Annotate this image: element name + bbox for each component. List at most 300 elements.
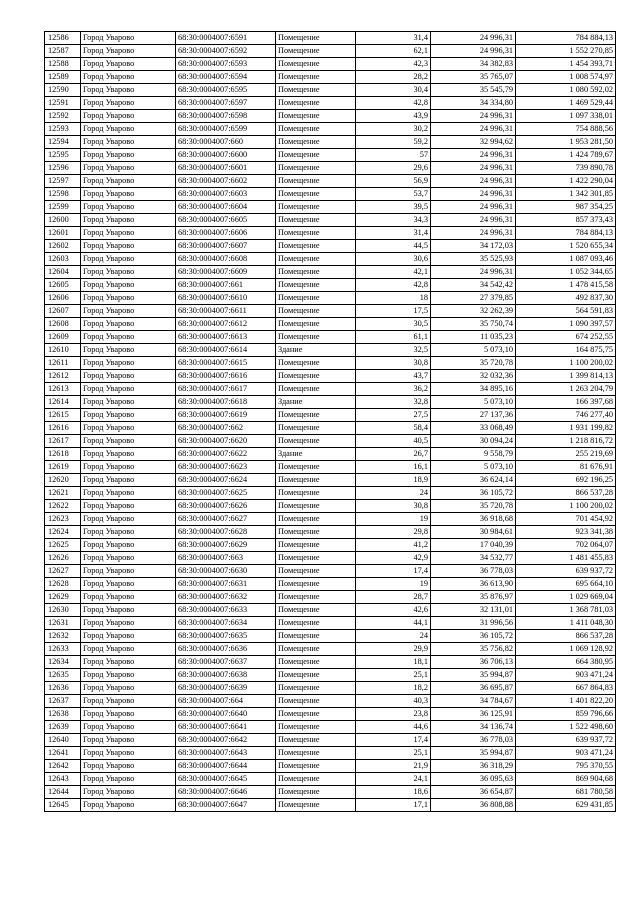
municipality-cell: Город Уварово — [81, 591, 176, 604]
unit-value-cell: 24 996,31 — [431, 162, 516, 175]
row-number-cell: 12613 — [45, 383, 81, 396]
area-cell: 57 — [356, 149, 431, 162]
row-number-cell: 12606 — [45, 292, 81, 305]
area-cell: 17,1 — [356, 799, 431, 812]
row-number-cell: 12639 — [45, 721, 81, 734]
row-number-cell: 12618 — [45, 448, 81, 461]
cadastral-value-cell: 866 537,28 — [516, 630, 616, 643]
object-type-cell: Помещение — [276, 656, 356, 669]
cadastral-value-cell: 255 219,69 — [516, 448, 616, 461]
row-number-cell: 12610 — [45, 344, 81, 357]
cadastral-value-cell: 702 064,07 — [516, 539, 616, 552]
object-type-cell: Помещение — [276, 487, 356, 500]
object-type-cell: Помещение — [276, 747, 356, 760]
unit-value-cell: 35 720,78 — [431, 500, 516, 513]
municipality-cell: Город Уварово — [81, 604, 176, 617]
municipality-cell: Город Уварово — [81, 149, 176, 162]
municipality-cell: Город Уварово — [81, 58, 176, 71]
object-type-cell: Помещение — [276, 695, 356, 708]
row-number-cell: 12595 — [45, 149, 81, 162]
area-cell: 17,4 — [356, 734, 431, 747]
object-type-cell: Помещение — [276, 539, 356, 552]
area-cell: 18,1 — [356, 656, 431, 669]
unit-value-cell: 24 996,31 — [431, 110, 516, 123]
unit-value-cell: 34 172,03 — [431, 240, 516, 253]
row-number-cell: 12632 — [45, 630, 81, 643]
cadastral-value-cell: 492 837,30 — [516, 292, 616, 305]
area-cell: 25,1 — [356, 747, 431, 760]
area-cell: 62,1 — [356, 45, 431, 58]
municipality-cell: Город Уварово — [81, 526, 176, 539]
table-row — [45, 201, 616, 214]
municipality-cell: Город Уварово — [81, 773, 176, 786]
area-cell: 24 — [356, 630, 431, 643]
table-row — [45, 565, 616, 578]
row-number-cell: 12588 — [45, 58, 81, 71]
row-number-cell: 12628 — [45, 578, 81, 591]
municipality-cell: Город Уварово — [81, 734, 176, 747]
cadastral-value-cell: 1 399 814,13 — [516, 370, 616, 383]
row-number-cell: 12633 — [45, 643, 81, 656]
cadastral-number-cell: 68:30:0004007:6637 — [176, 656, 276, 669]
unit-value-cell: 32 032,36 — [431, 370, 516, 383]
row-number-cell: 12630 — [45, 604, 81, 617]
row-number-cell: 12623 — [45, 513, 81, 526]
table-row — [45, 45, 616, 58]
object-type-cell: Помещение — [276, 188, 356, 201]
row-number-cell: 12586 — [45, 32, 81, 45]
unit-value-cell: 24 996,31 — [431, 214, 516, 227]
unit-value-cell: 24 996,31 — [431, 123, 516, 136]
row-number-cell: 12643 — [45, 773, 81, 786]
municipality-cell: Город Уварово — [81, 552, 176, 565]
area-cell: 30,6 — [356, 253, 431, 266]
cadastral-value-cell: 1 368 781,03 — [516, 604, 616, 617]
object-type-cell: Помещение — [276, 331, 356, 344]
table-row — [45, 435, 616, 448]
object-type-cell: Помещение — [276, 578, 356, 591]
municipality-cell: Город Уварово — [81, 721, 176, 734]
table-row — [45, 760, 616, 773]
table-row — [45, 162, 616, 175]
object-type-cell: Помещение — [276, 318, 356, 331]
cadastral-number-cell: 68:30:0004007:6597 — [176, 97, 276, 110]
object-type-cell: Помещение — [276, 305, 356, 318]
municipality-cell: Город Уварово — [81, 32, 176, 45]
table-row — [45, 266, 616, 279]
row-number-cell: 12612 — [45, 370, 81, 383]
row-number-cell: 12611 — [45, 357, 81, 370]
table-row — [45, 344, 616, 357]
cadastral-number-cell: 68:30:0004007:6632 — [176, 591, 276, 604]
municipality-cell: Город Уварово — [81, 318, 176, 331]
object-type-cell: Помещение — [276, 734, 356, 747]
object-type-cell: Помещение — [276, 786, 356, 799]
cadastral-number-cell: 68:30:0004007:6629 — [176, 539, 276, 552]
table-row — [45, 84, 616, 97]
cadastral-number-cell: 68:30:0004007:6610 — [176, 292, 276, 305]
cadastral-number-cell: 68:30:0004007:662 — [176, 422, 276, 435]
unit-value-cell: 36 095,63 — [431, 773, 516, 786]
area-cell: 44,6 — [356, 721, 431, 734]
table-row — [45, 136, 616, 149]
table-row — [45, 617, 616, 630]
cadastral-number-cell: 68:30:0004007:6635 — [176, 630, 276, 643]
cadastral-value-cell: 1 342 301,85 — [516, 188, 616, 201]
municipality-cell: Город Уварово — [81, 214, 176, 227]
cadastral-value-cell: 1 953 281,50 — [516, 136, 616, 149]
table-row — [45, 552, 616, 565]
object-type-cell: Помещение — [276, 253, 356, 266]
row-number-cell: 12609 — [45, 331, 81, 344]
unit-value-cell: 36 706,13 — [431, 656, 516, 669]
cadastral-number-cell: 68:30:0004007:6622 — [176, 448, 276, 461]
area-cell: 30,8 — [356, 500, 431, 513]
cadastral-value-cell: 903 471,24 — [516, 669, 616, 682]
row-number-cell: 12598 — [45, 188, 81, 201]
municipality-cell: Город Уварово — [81, 448, 176, 461]
unit-value-cell: 34 334,80 — [431, 97, 516, 110]
table-row — [45, 331, 616, 344]
municipality-cell: Город Уварово — [81, 266, 176, 279]
municipality-cell: Город Уварово — [81, 71, 176, 84]
object-type-cell: Помещение — [276, 383, 356, 396]
table-row — [45, 227, 616, 240]
area-cell: 27,5 — [356, 409, 431, 422]
municipality-cell: Город Уварово — [81, 253, 176, 266]
object-type-cell: Помещение — [276, 162, 356, 175]
area-cell: 58,4 — [356, 422, 431, 435]
area-cell: 24,1 — [356, 773, 431, 786]
unit-value-cell: 35 750,74 — [431, 318, 516, 331]
cadastral-number-cell: 68:30:0004007:6612 — [176, 318, 276, 331]
cadastral-number-cell: 68:30:0004007:6614 — [176, 344, 276, 357]
object-type-cell: Помещение — [276, 721, 356, 734]
unit-value-cell: 5 073,10 — [431, 344, 516, 357]
municipality-cell: Город Уварово — [81, 513, 176, 526]
cadastral-number-cell: 68:30:0004007:6595 — [176, 84, 276, 97]
table-row — [45, 500, 616, 513]
municipality-cell: Город Уварово — [81, 500, 176, 513]
cadastral-value-cell: 695 664,10 — [516, 578, 616, 591]
row-number-cell: 12599 — [45, 201, 81, 214]
unit-value-cell: 24 996,31 — [431, 149, 516, 162]
cadastral-number-cell: 68:30:0004007:6606 — [176, 227, 276, 240]
cadastral-number-cell: 68:30:0004007:6617 — [176, 383, 276, 396]
row-number-cell: 12615 — [45, 409, 81, 422]
municipality-cell: Город Уварово — [81, 695, 176, 708]
cadastral-number-cell: 68:30:0004007:6641 — [176, 721, 276, 734]
table-row — [45, 422, 616, 435]
table-row — [45, 708, 616, 721]
table-row — [45, 214, 616, 227]
table-row — [45, 305, 616, 318]
row-number-cell: 12593 — [45, 123, 81, 136]
table-row — [45, 591, 616, 604]
cadastral-number-cell: 68:30:0004007:6616 — [176, 370, 276, 383]
area-cell: 44,5 — [356, 240, 431, 253]
cadastral-value-cell: 1 478 415,58 — [516, 279, 616, 292]
unit-value-cell: 35 994,87 — [431, 747, 516, 760]
cadastral-number-cell: 68:30:0004007:6601 — [176, 162, 276, 175]
object-type-cell: Помещение — [276, 435, 356, 448]
unit-value-cell: 35 765,07 — [431, 71, 516, 84]
row-number-cell: 12590 — [45, 84, 81, 97]
cadastral-value-cell: 1 087 093,46 — [516, 253, 616, 266]
area-cell: 61,1 — [356, 331, 431, 344]
object-type-cell: Помещение — [276, 71, 356, 84]
municipality-cell: Город Уварово — [81, 461, 176, 474]
object-type-cell: Помещение — [276, 227, 356, 240]
row-number-cell: 12644 — [45, 786, 81, 799]
area-cell: 39,5 — [356, 201, 431, 214]
unit-value-cell: 35 994,87 — [431, 669, 516, 682]
cadastral-value-cell: 1 097 338,01 — [516, 110, 616, 123]
area-cell: 29,9 — [356, 643, 431, 656]
row-number-cell: 12605 — [45, 279, 81, 292]
area-cell: 31,4 — [356, 32, 431, 45]
cadastral-number-cell: 68:30:0004007:661 — [176, 279, 276, 292]
table-row — [45, 188, 616, 201]
table-row — [45, 604, 616, 617]
cadastral-number-cell: 68:30:0004007:6607 — [176, 240, 276, 253]
object-type-cell: Помещение — [276, 84, 356, 97]
table-row — [45, 721, 616, 734]
cadastral-value-cell: 1 029 669,04 — [516, 591, 616, 604]
municipality-cell: Город Уварово — [81, 357, 176, 370]
municipality-cell: Город Уварово — [81, 370, 176, 383]
cadastral-value-cell: 859 796,66 — [516, 708, 616, 721]
cadastral-value-cell: 1 481 455,83 — [516, 552, 616, 565]
area-cell: 59,2 — [356, 136, 431, 149]
table-row — [45, 318, 616, 331]
cadastral-number-cell: 68:30:0004007:6598 — [176, 110, 276, 123]
cadastral-value-cell: 1 080 592,02 — [516, 84, 616, 97]
table-row — [45, 682, 616, 695]
unit-value-cell: 36 695,87 — [431, 682, 516, 695]
cadastral-value-cell: 739 890,78 — [516, 162, 616, 175]
cadastral-number-cell: 68:30:0004007:6645 — [176, 773, 276, 786]
cadastral-value-cell: 1 008 574,97 — [516, 71, 616, 84]
cadastral-number-cell: 68:30:0004007:6624 — [176, 474, 276, 487]
object-type-cell: Помещение — [276, 617, 356, 630]
area-cell: 42,6 — [356, 604, 431, 617]
table-row — [45, 32, 616, 45]
area-cell: 30,5 — [356, 318, 431, 331]
row-number-cell: 12601 — [45, 227, 81, 240]
unit-value-cell: 5 073,10 — [431, 396, 516, 409]
area-cell: 28,7 — [356, 591, 431, 604]
unit-value-cell: 32 131,01 — [431, 604, 516, 617]
row-number-cell: 12589 — [45, 71, 81, 84]
cadastral-number-cell: 68:30:0004007:6647 — [176, 799, 276, 812]
cadastral-number-cell: 68:30:0004007:6640 — [176, 708, 276, 721]
area-cell: 29,8 — [356, 526, 431, 539]
area-cell: 34,3 — [356, 214, 431, 227]
unit-value-cell: 31 996,56 — [431, 617, 516, 630]
area-cell: 42,8 — [356, 279, 431, 292]
cadastral-value-cell: 1 052 344,65 — [516, 266, 616, 279]
municipality-cell: Город Уварово — [81, 383, 176, 396]
cadastral-number-cell: 68:30:0004007:6626 — [176, 500, 276, 513]
area-cell: 19 — [356, 513, 431, 526]
cadastral-number-cell: 68:30:0004007:6633 — [176, 604, 276, 617]
cadastral-number-cell: 68:30:0004007:6608 — [176, 253, 276, 266]
cadastral-number-cell: 68:30:0004007:6620 — [176, 435, 276, 448]
table-row — [45, 123, 616, 136]
municipality-cell: Город Уварово — [81, 396, 176, 409]
unit-value-cell: 32 994,62 — [431, 136, 516, 149]
table-row — [45, 773, 616, 786]
cadastral-value-cell: 923 341,38 — [516, 526, 616, 539]
area-cell: 40,5 — [356, 435, 431, 448]
row-number-cell: 12591 — [45, 97, 81, 110]
area-cell: 19 — [356, 578, 431, 591]
object-type-cell: Помещение — [276, 474, 356, 487]
area-cell: 40,3 — [356, 695, 431, 708]
area-cell: 25,1 — [356, 669, 431, 682]
municipality-cell: Город Уварово — [81, 799, 176, 812]
object-type-cell: Помещение — [276, 682, 356, 695]
cadastral-number-cell: 68:30:0004007:660 — [176, 136, 276, 149]
cadastral-value-cell: 903 471,24 — [516, 747, 616, 760]
unit-value-cell: 9 558,79 — [431, 448, 516, 461]
table-row — [45, 383, 616, 396]
cadastral-number-cell: 68:30:0004007:6636 — [176, 643, 276, 656]
row-number-cell: 12600 — [45, 214, 81, 227]
cadastral-value-cell: 866 537,28 — [516, 487, 616, 500]
cadastral-number-cell: 68:30:0004007:6618 — [176, 396, 276, 409]
table-row — [45, 71, 616, 84]
table-row — [45, 747, 616, 760]
object-type-cell: Помещение — [276, 32, 356, 45]
table-row — [45, 695, 616, 708]
area-cell: 42,8 — [356, 97, 431, 110]
municipality-cell: Город Уварово — [81, 45, 176, 58]
object-type-cell: Помещение — [276, 97, 356, 110]
object-type-cell: Помещение — [276, 591, 356, 604]
table-row — [45, 474, 616, 487]
object-type-cell: Помещение — [276, 136, 356, 149]
object-type-cell: Помещение — [276, 708, 356, 721]
row-number-cell: 12619 — [45, 461, 81, 474]
table-row — [45, 461, 616, 474]
cadastral-value-cell: 692 196,25 — [516, 474, 616, 487]
area-cell: 30,4 — [356, 84, 431, 97]
cadastral-value-cell: 987 354,25 — [516, 201, 616, 214]
row-number-cell: 12636 — [45, 682, 81, 695]
area-cell: 43,7 — [356, 370, 431, 383]
municipality-cell: Город Уварово — [81, 84, 176, 97]
cadastral-value-cell: 166 397,68 — [516, 396, 616, 409]
unit-value-cell: 35 876,97 — [431, 591, 516, 604]
object-type-cell: Помещение — [276, 45, 356, 58]
unit-value-cell: 32 262,39 — [431, 305, 516, 318]
area-cell: 23,8 — [356, 708, 431, 721]
area-cell: 31,4 — [356, 227, 431, 240]
municipality-cell: Город Уварово — [81, 747, 176, 760]
row-number-cell: 12616 — [45, 422, 81, 435]
cadastral-value-cell: 164 875,75 — [516, 344, 616, 357]
row-number-cell: 12645 — [45, 799, 81, 812]
cadastral-value-cell: 1 401 822,20 — [516, 695, 616, 708]
object-type-cell: Здание — [276, 344, 356, 357]
cadastral-value-cell: 1 422 290,04 — [516, 175, 616, 188]
area-cell: 16,1 — [356, 461, 431, 474]
municipality-cell: Город Уварово — [81, 331, 176, 344]
unit-value-cell: 35 756,82 — [431, 643, 516, 656]
row-number-cell: 12641 — [45, 747, 81, 760]
table-row — [45, 669, 616, 682]
cadastral-value-cell: 857 373,43 — [516, 214, 616, 227]
object-type-cell: Помещение — [276, 799, 356, 812]
object-type-cell: Помещение — [276, 214, 356, 227]
unit-value-cell: 36 105,72 — [431, 487, 516, 500]
table-row — [45, 786, 616, 799]
municipality-cell: Город Уварово — [81, 669, 176, 682]
table-row — [45, 409, 616, 422]
table-row — [45, 630, 616, 643]
area-cell: 17,4 — [356, 565, 431, 578]
unit-value-cell: 11 035,23 — [431, 331, 516, 344]
object-type-cell: Помещение — [276, 643, 356, 656]
object-type-cell: Помещение — [276, 409, 356, 422]
cadastral-number-cell: 68:30:0004007:6605 — [176, 214, 276, 227]
cadastral-value-cell: 869 904,68 — [516, 773, 616, 786]
object-type-cell: Помещение — [276, 279, 356, 292]
cadastral-number-cell: 68:30:0004007:6602 — [176, 175, 276, 188]
municipality-cell: Город Уварово — [81, 578, 176, 591]
unit-value-cell: 27 379,85 — [431, 292, 516, 305]
cadastral-number-cell: 68:30:0004007:6609 — [176, 266, 276, 279]
area-cell: 32,8 — [356, 396, 431, 409]
area-cell: 41,2 — [356, 539, 431, 552]
table-row — [45, 175, 616, 188]
cadastral-number-cell: 68:30:0004007:6625 — [176, 487, 276, 500]
table-row — [45, 97, 616, 110]
unit-value-cell: 36 624,14 — [431, 474, 516, 487]
unit-value-cell: 34 382,83 — [431, 58, 516, 71]
cadastral-value-cell: 1 454 393,71 — [516, 58, 616, 71]
table-row — [45, 539, 616, 552]
unit-value-cell: 27 137,36 — [431, 409, 516, 422]
municipality-cell: Город Уварово — [81, 643, 176, 656]
cadastral-number-cell: 68:30:0004007:6644 — [176, 760, 276, 773]
cadastral-value-cell: 81 676,91 — [516, 461, 616, 474]
cadastral-value-cell: 1 411 048,30 — [516, 617, 616, 630]
unit-value-cell: 34 895,16 — [431, 383, 516, 396]
cadastral-number-cell: 68:30:0004007:6604 — [176, 201, 276, 214]
unit-value-cell: 36 778,03 — [431, 565, 516, 578]
unit-value-cell: 24 996,31 — [431, 188, 516, 201]
cadastral-number-cell: 68:30:0004007:6603 — [176, 188, 276, 201]
unit-value-cell: 30 984,61 — [431, 526, 516, 539]
cadastral-value-cell: 1 218 816,72 — [516, 435, 616, 448]
area-cell: 36,2 — [356, 383, 431, 396]
municipality-cell: Город Уварово — [81, 162, 176, 175]
area-cell: 28,2 — [356, 71, 431, 84]
object-type-cell: Помещение — [276, 565, 356, 578]
row-number-cell: 12603 — [45, 253, 81, 266]
object-type-cell: Помещение — [276, 500, 356, 513]
municipality-cell: Город Уварово — [81, 617, 176, 630]
table-row — [45, 240, 616, 253]
area-cell: 18,2 — [356, 682, 431, 695]
municipality-cell: Город Уварово — [81, 682, 176, 695]
table-row — [45, 396, 616, 409]
object-type-cell: Помещение — [276, 630, 356, 643]
object-type-cell: Помещение — [276, 175, 356, 188]
